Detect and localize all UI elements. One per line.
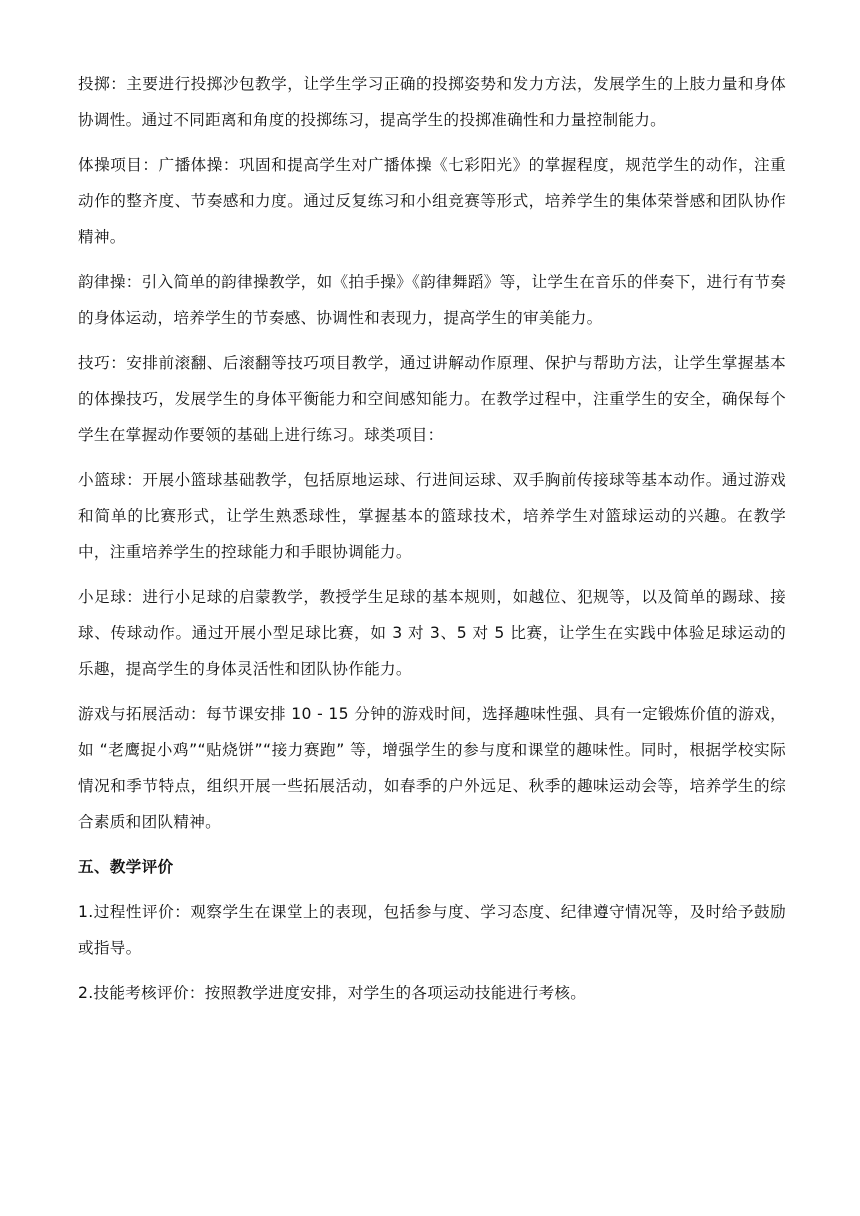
paragraph-process-evaluation: 1.过程性评价：观察学生在课堂上的表现，包括参与度、学习态度、纪律遵守情况等，及时给予鼓励或指导。 [78, 903, 786, 957]
paragraph-basketball: 小篮球：开展小篮球基础教学，包括原地运球、行进间运球、双手胸前传接球等基本动作。通过游戏和简单的比赛形式，让学生熟悉球性，掌握基本的篮球技术，培养学生对篮球运动的兴趣。在教学中，注重培养学生的控球能力和手眼协调能力。 [78, 471, 786, 561]
section-heading-evaluation: 五、教学评价 [78, 858, 174, 876]
paragraph-gymnastics: 体操项目：广播体操：巩固和提高学生对广播体操《七彩阳光》的掌握程度，规范学生的动作，注重动作的整齐度、节奏感和力度。通过反复练习和小组竞赛等形式，培养学生的集体荣誉感和团队协作精神。 [78, 156, 786, 246]
document-page [78, 66, 786, 1020]
paragraph-rhythmic-exercise: 韵律操：引入简单的韵律操教学，如《拍手操》《韵律舞蹈》等，让学生在音乐的伴奏下，进行有节奏的身体运动，培养学生的节奏感、协调性和表现力，提高学生的审美能力。 [78, 273, 786, 327]
paragraph-skill-assessment: 2.技能考核评价：按照教学进度安排，对学生的各项运动技能进行考核。 [78, 984, 587, 1002]
paragraph-throwing: 投掷：主要进行投掷沙包教学，让学生学习正确的投掷姿势和发力方法，发展学生的上肢力量和身体协调性。通过不同距离和角度的投掷练习，提高学生的投掷准确性和力量控制能力。 [78, 75, 786, 129]
paragraph-football: 小足球：进行小足球的启蒙教学，教授学生足球的基本规则，如越位、犯规等，以及简单的踢球、接球、传球动作。通过开展小型足球比赛，如 3 对 3、5 对 5 比赛，让学生在实践中体验足球运动的乐趣，提高学生的身体灵活性和团队协作能力。 [78, 588, 786, 678]
paragraph-skills: 技巧：安排前滚翻、后滚翻等技巧项目教学，通过讲解动作原理、保护与帮助方法，让学生掌握基本的体操技巧，发展学生的身体平衡能力和空间感知能力。在教学过程中，注重学生的安全，确保每个学生在掌握动作要领的基础上进行练习。球类项目： [78, 354, 786, 444]
paragraph-games-activities: 游戏与拓展活动：每节课安排 10 - 15 分钟的游戏时间，选择趣味性强、具有一定锻炼价值的游戏，如 “老鹰捉小鸡”“贴烧饼”“接力赛跑” 等，增强学生的参与度和课堂的趣味性。同时，根据学校实际情况和季节特点，组织开展一些拓展活动，如春季的户外远足、秋季的趣味运动会等，培养学生的综合素质和团队精神。 [78, 705, 786, 831]
